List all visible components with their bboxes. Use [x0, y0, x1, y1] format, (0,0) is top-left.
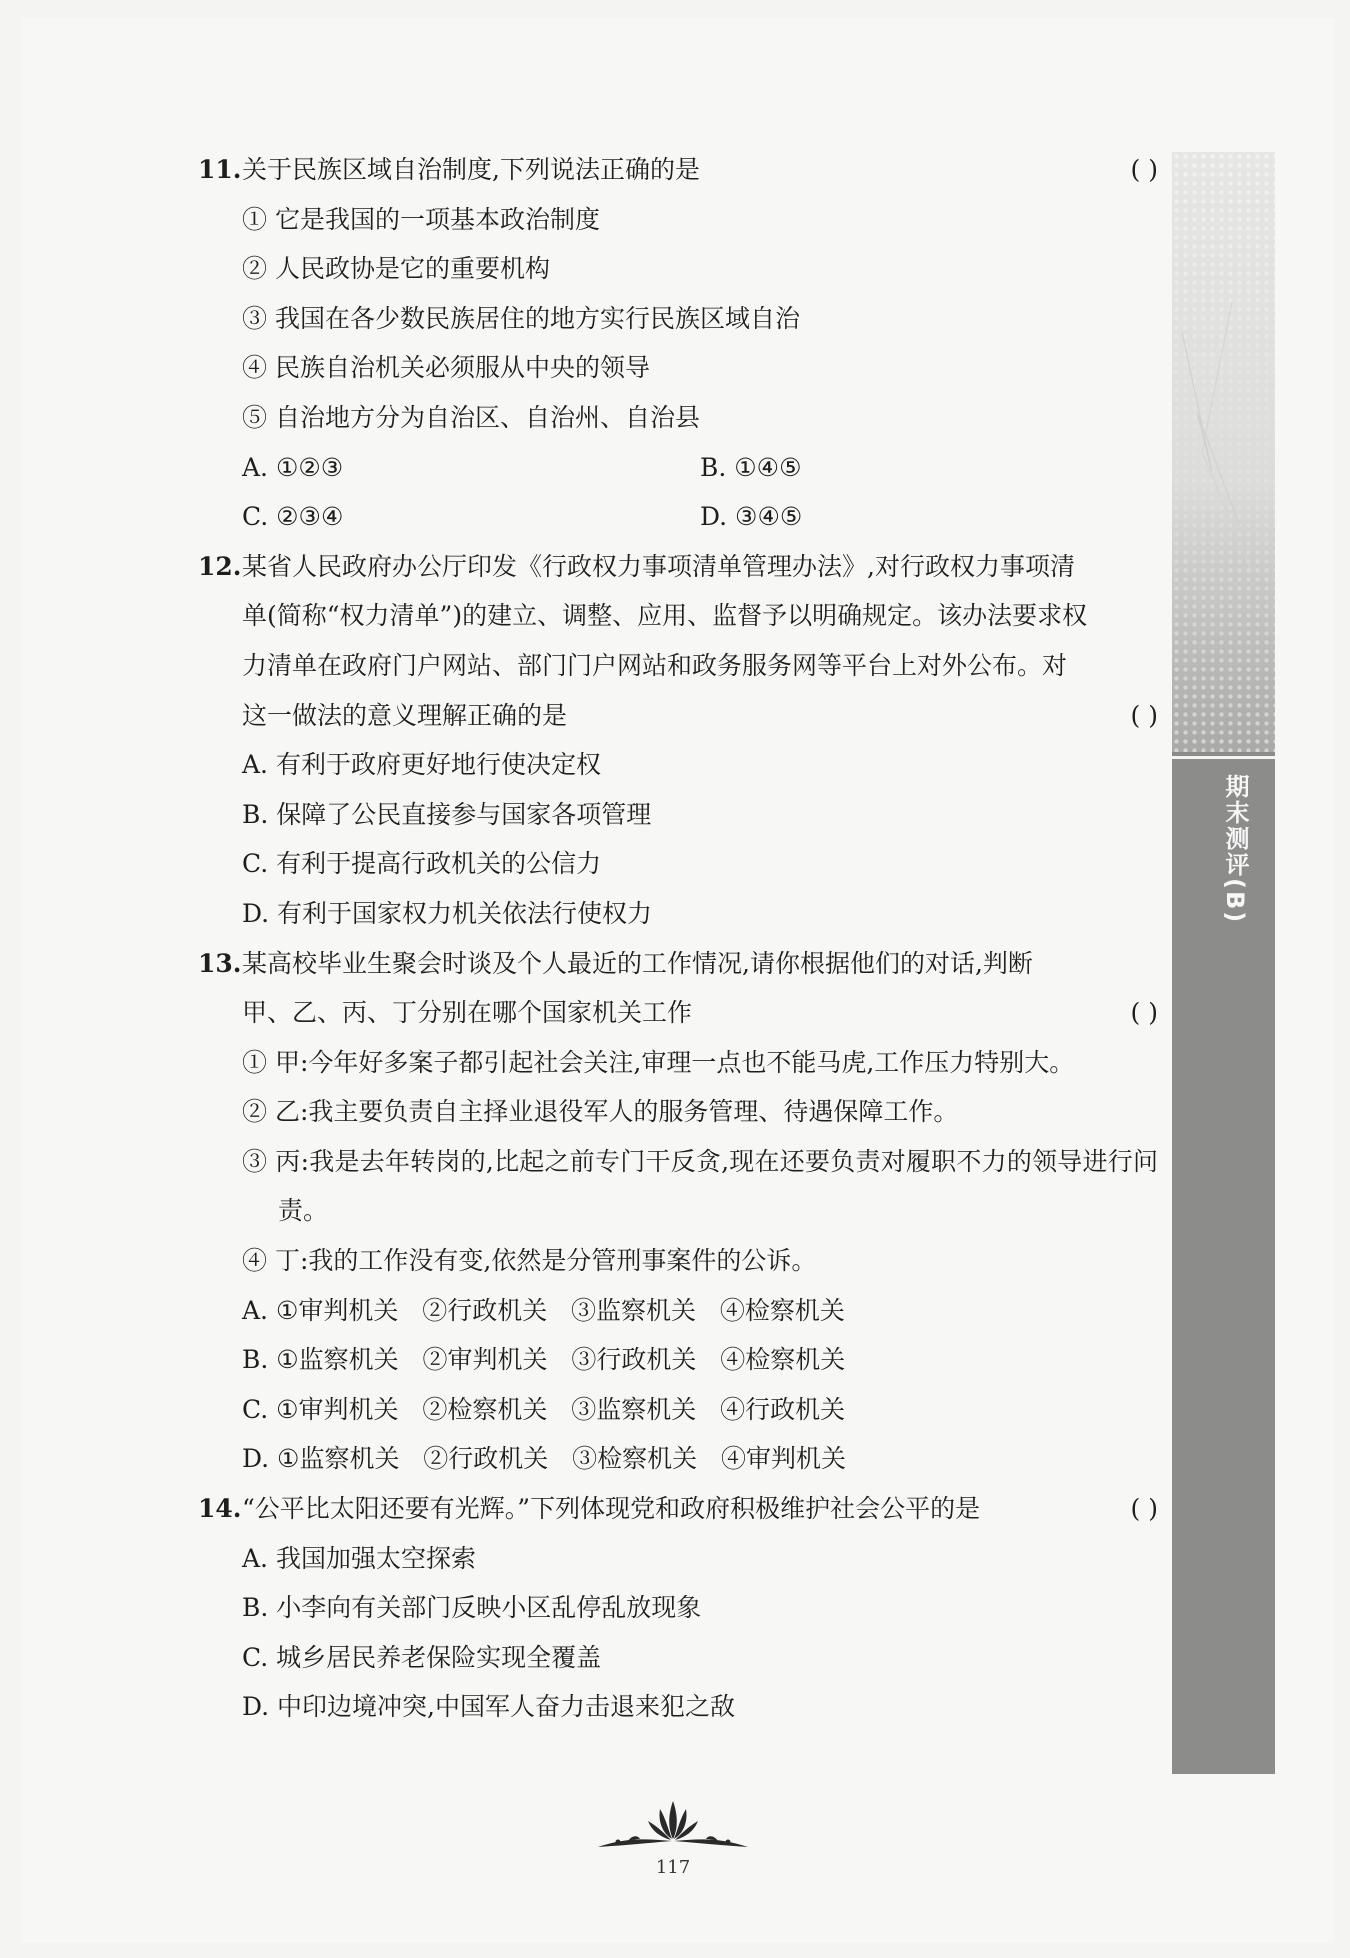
- answer-blank: ( ): [1130, 700, 1158, 730]
- question-stem: [198, 939, 1158, 989]
- section-title: 期末测评(B): [1221, 774, 1249, 925]
- option-c: C. ①审判机关 ②检察机关 ③监察机关 ④行政机关: [242, 1394, 846, 1424]
- question-text-last: [198, 691, 1158, 741]
- option-a: A. 有利于政府更好地行使决定权: [242, 750, 601, 780]
- answer-blank: ( ): [1130, 155, 1158, 184]
- question-text: 甲、乙、丙、丁分别在哪个国家机关工作: [242, 998, 693, 1028]
- question-text: “公平比太阳还要有光辉。”下列体现党和政府积极维护社会公平的是: [242, 1494, 981, 1524]
- question-text: 关于民族区域自治制度,下列说法正确的是: [242, 155, 700, 184]
- statement-item: ③ 我国在各少数民族居住的地方实行民族区域自治: [242, 303, 800, 333]
- answer-blank: ( ): [1130, 1494, 1158, 1524]
- question-13: [198, 939, 1158, 1485]
- option-d: D. 有利于国家权力机关依法行使权力: [242, 898, 653, 928]
- option-b: B. ①④⑤: [700, 452, 802, 482]
- option-c: C. 城乡居民养老保险实现全覆盖: [242, 1642, 602, 1672]
- statement-item: ② 人民政协是它的重要机构: [242, 254, 550, 284]
- question-number: 14.: [198, 1494, 242, 1524]
- question-number: 12.: [198, 551, 242, 581]
- page-footer: [588, 1795, 758, 1895]
- dialogue-item: ② 乙:我主要负责自主择业退役军人的服务管理、待遇保障工作。: [242, 1097, 959, 1127]
- question-stem: [198, 145, 1158, 195]
- dialogue-item: ③ 丙:我是去年转岗的,比起之前专门干反贪,现在还要负责对履职不力的领导进行问责。: [242, 1146, 1158, 1226]
- question-text-last: [198, 988, 1158, 1038]
- option-a: A. 我国加强太空探索: [242, 1543, 476, 1573]
- answer-blank: ( ): [1130, 998, 1158, 1028]
- option-d: D. 中印边境冲突,中国军人奋力击退来犯之敌: [242, 1692, 735, 1722]
- option-row: [198, 443, 1158, 493]
- question-text: 这一做法的意义理解正确的是: [242, 700, 568, 730]
- page-number: 117: [655, 1857, 691, 1878]
- question-stem: [198, 542, 1158, 592]
- question-text: 单(简称“权力清单”)的建立、调整、应用、监督予以明确规定。该办法要求权: [242, 601, 1088, 631]
- question-number: 13.: [198, 948, 242, 978]
- statement-item: ① 它是我国的一项基本政治制度: [242, 204, 600, 234]
- question-text: 某高校毕业生聚会时谈及个人最近的工作情况,请你根据他们的对话,判断: [242, 948, 1033, 978]
- question-list: [198, 145, 1158, 1732]
- question-11: [198, 145, 1158, 542]
- option-row: [198, 492, 1158, 542]
- option-a: A. ①审判机关 ②行政机关 ③监察机关 ④检察机关: [242, 1295, 845, 1325]
- option-d: D. ①监察机关 ②行政机关 ③检察机关 ④审判机关: [242, 1444, 846, 1474]
- dialogue-item: ① 甲:今年好多案子都引起社会关注,审理一点也不能马虎,工作压力特别大。: [242, 1047, 1075, 1077]
- sidebar-decoration: [1172, 152, 1275, 752]
- halftone-pattern-icon: [1172, 152, 1275, 752]
- question-text: 某省人民政府办公厅印发《行政权力事项清单管理办法》,对行政权力事项清: [242, 551, 1075, 581]
- question-14: [198, 1484, 1158, 1732]
- statement-item: ⑤ 自治地方分为自治区、自治州、自治县: [242, 402, 700, 432]
- option-b: B. ①监察机关 ②审判机关 ③行政机关 ④检察机关: [242, 1345, 846, 1375]
- option-c: C. ②③④: [242, 502, 344, 532]
- question-12: [198, 542, 1158, 939]
- option-c: C. 有利于提高行政机关的公信力: [242, 849, 602, 879]
- option-b: B. 保障了公民直接参与国家各项管理: [242, 799, 652, 829]
- section-sidebar-tab: [1172, 152, 1275, 1774]
- question-number: 11.: [198, 155, 242, 184]
- statement-item: ④ 民族自治机关必须服从中央的领导: [242, 353, 650, 383]
- question-stem: [198, 1484, 1158, 1534]
- sidebar-divider: [1172, 756, 1275, 759]
- option-a: A. ①②③: [242, 452, 344, 482]
- floral-ornament-icon: [588, 1795, 758, 1855]
- question-text: 力清单在政府门户网站、部门门户网站和政务服务网等平台上对外公布。对: [242, 650, 1068, 680]
- option-b: B. 小李向有关部门反映小区乱停乱放现象: [242, 1593, 702, 1623]
- dialogue-item: ④ 丁:我的工作没有变,依然是分管刑事案件的公诉。: [242, 1246, 817, 1276]
- option-d: D. ③④⑤: [700, 502, 803, 532]
